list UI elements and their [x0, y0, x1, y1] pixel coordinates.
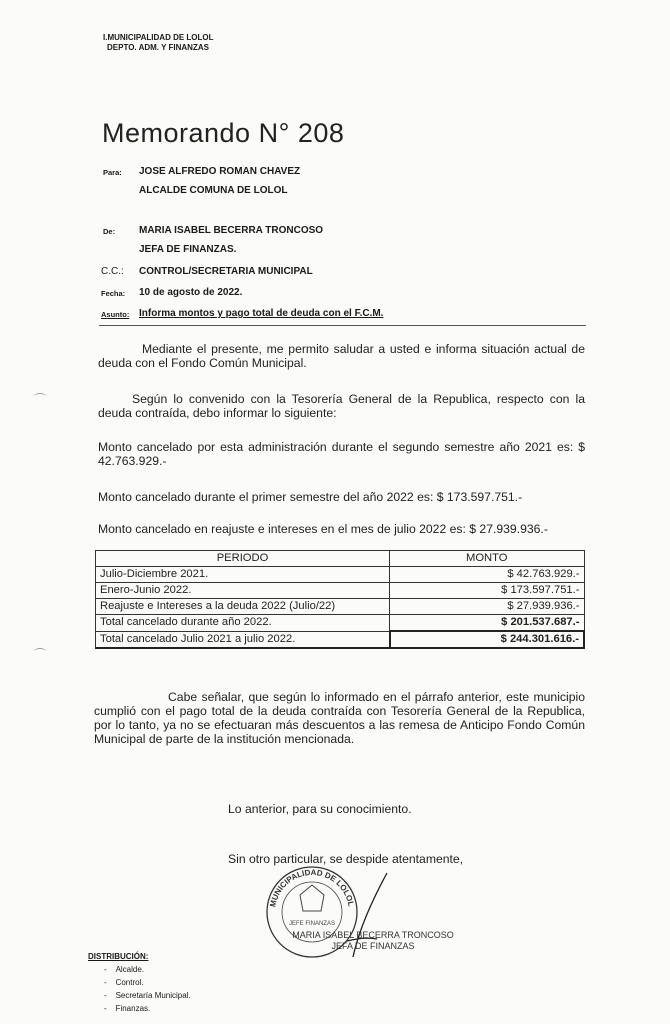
- payments-table: [95, 550, 585, 649]
- scan-margin-mark: [34, 648, 46, 655]
- periodo-cell: Julio-Diciembre 2021.: [96, 567, 390, 583]
- stamp-inner-text: JEFE FINANZAS: [288, 921, 336, 927]
- periodo-cell: Total cancelado durante año 2022.: [96, 615, 390, 632]
- periodo-cell: Total cancelado Julio 2021 a julio 2022.: [96, 631, 390, 648]
- header-municipality: I.MUNICIPALIDAD DE LOLOL: [103, 33, 214, 42]
- header-department: DEPTO. ADM. Y FINANZAS: [107, 43, 209, 52]
- scan-margin-mark: [34, 393, 46, 400]
- column-header-periodo: PERIODO: [96, 551, 390, 567]
- periodo-cell: Enero-Junio 2022.: [96, 583, 390, 599]
- asunto-label: Asunto:: [101, 310, 130, 319]
- paragraph-conclusion: Cabe señalar, que según lo informado en el párrafo anterior, este municipio cumplió con el pago total de la deuda contraída con Tesorería General de la Republica, por lo tanto, ya no se efectuaran más descuentos a las remesa de Anticipo Fondo Común Municipal de parte de la institución mencionada.: [94, 690, 585, 746]
- cc-label: C.C.:: [101, 266, 124, 277]
- fecha-label: Fecha:: [101, 289, 126, 298]
- table-row: [96, 583, 585, 599]
- fecha-value: 10 de agosto de 2022.: [139, 287, 243, 298]
- table-row: [96, 567, 585, 583]
- de-label: De:: [103, 227, 116, 236]
- memo-title: Memorando N° 208: [102, 118, 345, 148]
- stamp-arc-text: MUNICIPALIDAD DE LOLOL: [268, 867, 356, 908]
- cc-value: CONTROL/SECRETARIA MUNICIPAL: [139, 266, 313, 277]
- table-row: [96, 631, 585, 648]
- asunto-value: Informa montos y pago total de deuda con el F.C.M.: [139, 308, 384, 319]
- para-role: ALCALDE COMUNA DE LOLOL: [139, 185, 288, 196]
- signatory-name: MARIA ISABEL BECERRA TRONCOSO: [292, 930, 454, 940]
- de-name: MARIA ISABEL BECERRA TRONCOSO: [139, 225, 324, 236]
- paragraph-agreement: Según lo convenido con la Tesorería General de la Republica, respecto con la deuda contraída, debo informar lo siguiente:: [98, 392, 585, 420]
- subject-rule: [99, 325, 586, 326]
- de-role: JEFA DE FINANZAS.: [139, 244, 237, 255]
- table-header-row: [96, 551, 585, 567]
- table-row: [96, 599, 585, 615]
- table-row: [96, 615, 585, 632]
- column-header-monto: MONTO: [390, 551, 585, 567]
- signatory-role: JEFA DE FINANZAS: [331, 941, 415, 951]
- periodo-cell: Reajuste e Intereses a la deuda 2022 (Julio/22): [96, 599, 390, 615]
- distribution-item: - Alcalde.: [104, 965, 145, 974]
- distribution-item: - Secretaría Municipal.: [104, 991, 191, 1000]
- para-label: Para:: [103, 168, 122, 177]
- monto-cell: $ 42.763.929.-: [390, 567, 585, 583]
- distribution-item: - Finanzas.: [104, 1004, 151, 1013]
- para-name: JOSE ALFREDO ROMAN CHAVEZ: [139, 166, 301, 177]
- paragraph-for-knowledge: Lo anterior, para su conocimiento.: [228, 802, 412, 816]
- monto-cell: $ 244.301.616.-: [390, 631, 585, 648]
- monto-cell: $ 27.939.936.-: [390, 599, 585, 615]
- distribution-item: - Control.: [104, 978, 144, 987]
- paragraph-amount-2022: Monto cancelado durante el primer semestre del año 2022 es: $ 173.597.751.-: [98, 490, 523, 504]
- stamp-shield-icon: [300, 885, 324, 911]
- paragraph-amount-2021: Monto cancelado por esta administración durante el segundo semestre año 2021 es: $ 42.763.929.-: [98, 440, 585, 468]
- paragraph-greeting: Mediante el presente, me permito saludar a usted e informa situación actual de deuda con el Fondo Común Municipal.: [98, 342, 585, 370]
- monto-cell: $ 173.597.751.-: [390, 583, 585, 599]
- monto-cell: $ 201.537.687.-: [390, 615, 585, 632]
- paragraph-farewell: Sin otro particular, se despide atentamente,: [228, 852, 464, 866]
- paragraph-amount-interest: Monto cancelado en reajuste e intereses en el mes de julio 2022 es: $ 27.939.936.-: [98, 522, 548, 536]
- distribution-title: DISTRIBUCIÓN:: [88, 952, 149, 961]
